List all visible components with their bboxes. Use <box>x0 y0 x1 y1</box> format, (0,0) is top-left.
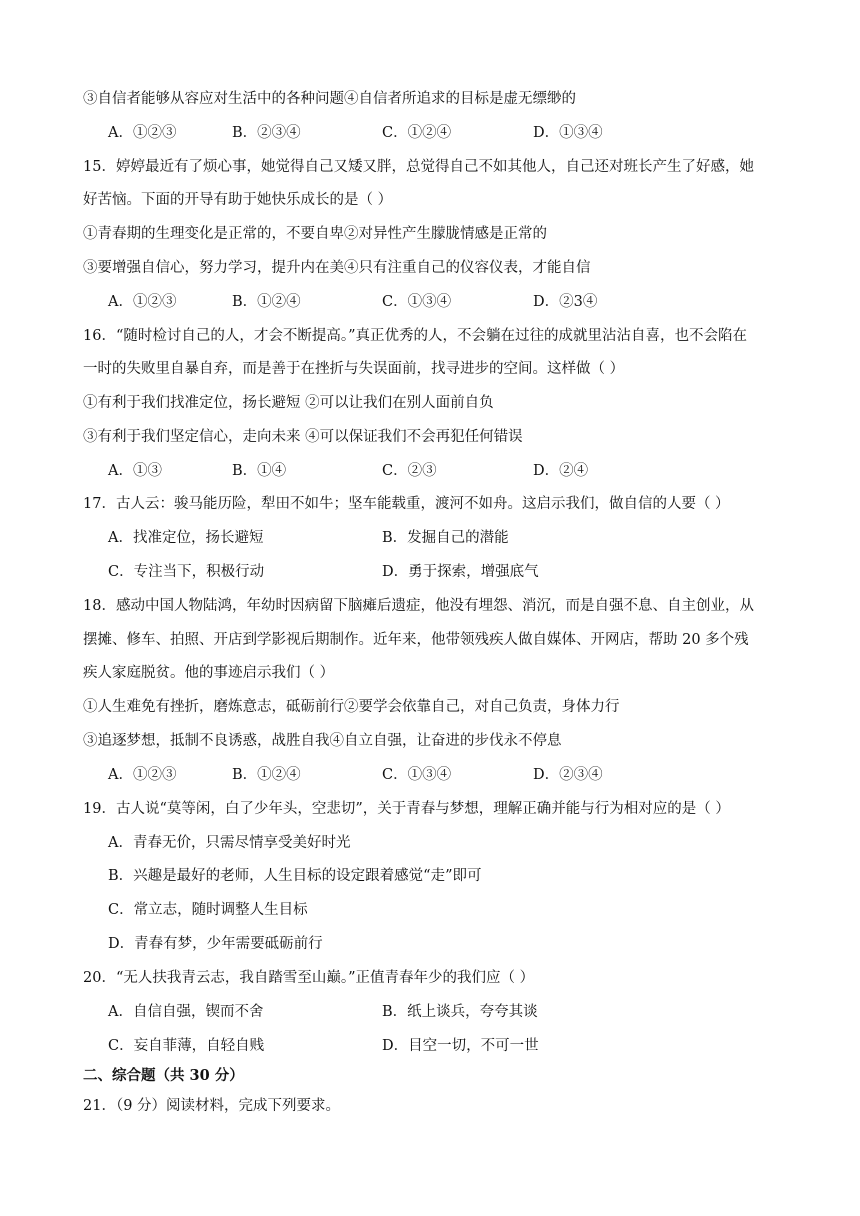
q18-option-b: B．①②④ <box>232 767 301 783</box>
q18-stem-line-2: 摆摊、修车、拍照、开店到学影视后期制作。近年来，他带领残疾人做自媒体、开网店，帮助 20 多个残 <box>83 632 749 648</box>
q16-statement-line-2: ③有利于我们坚定信心，走向未来 ④可以保证我们不会再犯任何错误 <box>83 429 523 445</box>
q18-option-c: C．①③④ <box>382 767 452 783</box>
q14-option-b: B．②③④ <box>232 125 301 141</box>
q16-statement-line-1: ①有利于我们找准定位，扬长避短 ②可以让我们在别人面前自负 <box>83 395 494 411</box>
q17-option-b: B．发掘自己的潜能 <box>382 530 509 546</box>
q19-option-c: C．常立志，随时调整人生目标 <box>108 902 308 918</box>
q16-option-b: B．①④ <box>232 463 287 479</box>
q16-stem-line-1: 16．“随时检讨自己的人，才会不断提高。”真正优秀的人，不会躺在过往的成就里沾沾自喜，也不会陷在 <box>83 328 748 344</box>
q14-statement-line: ③自信者能够从容应对生活中的各种问题④自信者所追求的目标是虚无缥缈的 <box>83 91 576 107</box>
q15-option-d: D．②3④ <box>533 294 598 310</box>
q17-option-c: C．专注当下，积极行动 <box>108 564 265 580</box>
q18-statement-line-2: ③追逐梦想，抵制不良诱惑，战胜自我④自立自强，让奋进的步伐永不停息 <box>83 733 562 749</box>
q19-stem: 19．古人说“莫等闲，白了少年头，空悲切”，关于青春与梦想，理解正确并能与行为相对应的是（ ） <box>83 801 730 817</box>
q15-statement-line-2: ③要增强自信心，努力学习，提升内在美④只有注重自己的仪容仪表，才能自信 <box>83 260 591 276</box>
q20-stem: 20．“无人扶我青云志，我自踏雪至山巅。”正值青春年少的我们应（ ） <box>83 970 535 986</box>
q14-option-a: A．①②③ <box>108 125 177 141</box>
q17-stem: 17．古人云：骏马能历险，犁田不如牛；坚车能载重，渡河不如舟。这启示我们，做自信的人要（ ） <box>83 496 730 512</box>
q21-stem: 21．（9 分）阅读材料，完成下列要求。 <box>83 1098 341 1114</box>
q17-option-a: A．找准定位，扬长避短 <box>108 530 264 546</box>
q14-option-c: C．①②④ <box>382 125 452 141</box>
q16-option-c: C．②③ <box>382 463 437 479</box>
q19-option-d: D．青春有梦，少年需要砥砺前行 <box>108 936 323 952</box>
q20-option-d: D．目空一切，不可一世 <box>382 1038 539 1054</box>
q19-option-a: A．青春无价，只需尽情享受美好时光 <box>108 835 351 851</box>
q18-stem-line-3: 疾人家庭脱贫。他的事迹启示我们（ ） <box>83 665 335 681</box>
q18-stem-line-1: 18．感动中国人物陆鸿，年幼时因病留下脑瘫后遗症，他没有埋怨、消沉，而是自强不息、自主创业，从 <box>83 598 754 614</box>
q15-option-c: C．①③④ <box>382 294 452 310</box>
q15-option-a: A．①②③ <box>108 294 177 310</box>
q20-option-a: A．自信自强，锲而不舍 <box>108 1004 264 1020</box>
section-heading: 二、综合题（共 30 分） <box>83 1067 244 1084</box>
q15-stem-line-2: 好苦恼。下面的开导有助于她快乐成长的是（ ） <box>83 192 393 208</box>
q15-option-b: B．①②④ <box>232 294 301 310</box>
q19-option-b: B．兴趣是最好的老师，人生目标的设定跟着感觉“走”即可 <box>108 868 482 884</box>
q15-stem-line-1: 15．婷婷最近有了烦心事，她觉得自己又矮又胖，总觉得自己不如其他人，自己还对班长产生了好感，她 <box>83 159 754 175</box>
q18-option-d: D．②③④ <box>533 767 603 783</box>
q15-statement-line-1: ①青春期的生理变化是正常的，不要自卑②对异性产生朦胧情感是正常的 <box>83 226 547 242</box>
q14-option-d: D．①③④ <box>533 125 603 141</box>
q18-option-a: A．①②③ <box>108 767 177 783</box>
q16-option-d: D．②④ <box>533 463 589 479</box>
q17-option-d: D．勇于探索，增强底气 <box>382 564 539 580</box>
q20-option-c: C．妄自菲薄，自轻自贱 <box>108 1038 265 1054</box>
q20-option-b: B．纸上谈兵，夸夸其谈 <box>382 1004 538 1020</box>
q18-statement-line-1: ①人生难免有挫折，磨炼意志，砥砺前行②要学会依靠自己，对自己负责，身体力行 <box>83 699 620 715</box>
q16-option-a: A．①③ <box>108 463 162 479</box>
q16-stem-line-2: 一时的失败里自暴自弃，而是善于在挫折与失误面前，找寻进步的空间。这样做（ ） <box>83 361 625 377</box>
